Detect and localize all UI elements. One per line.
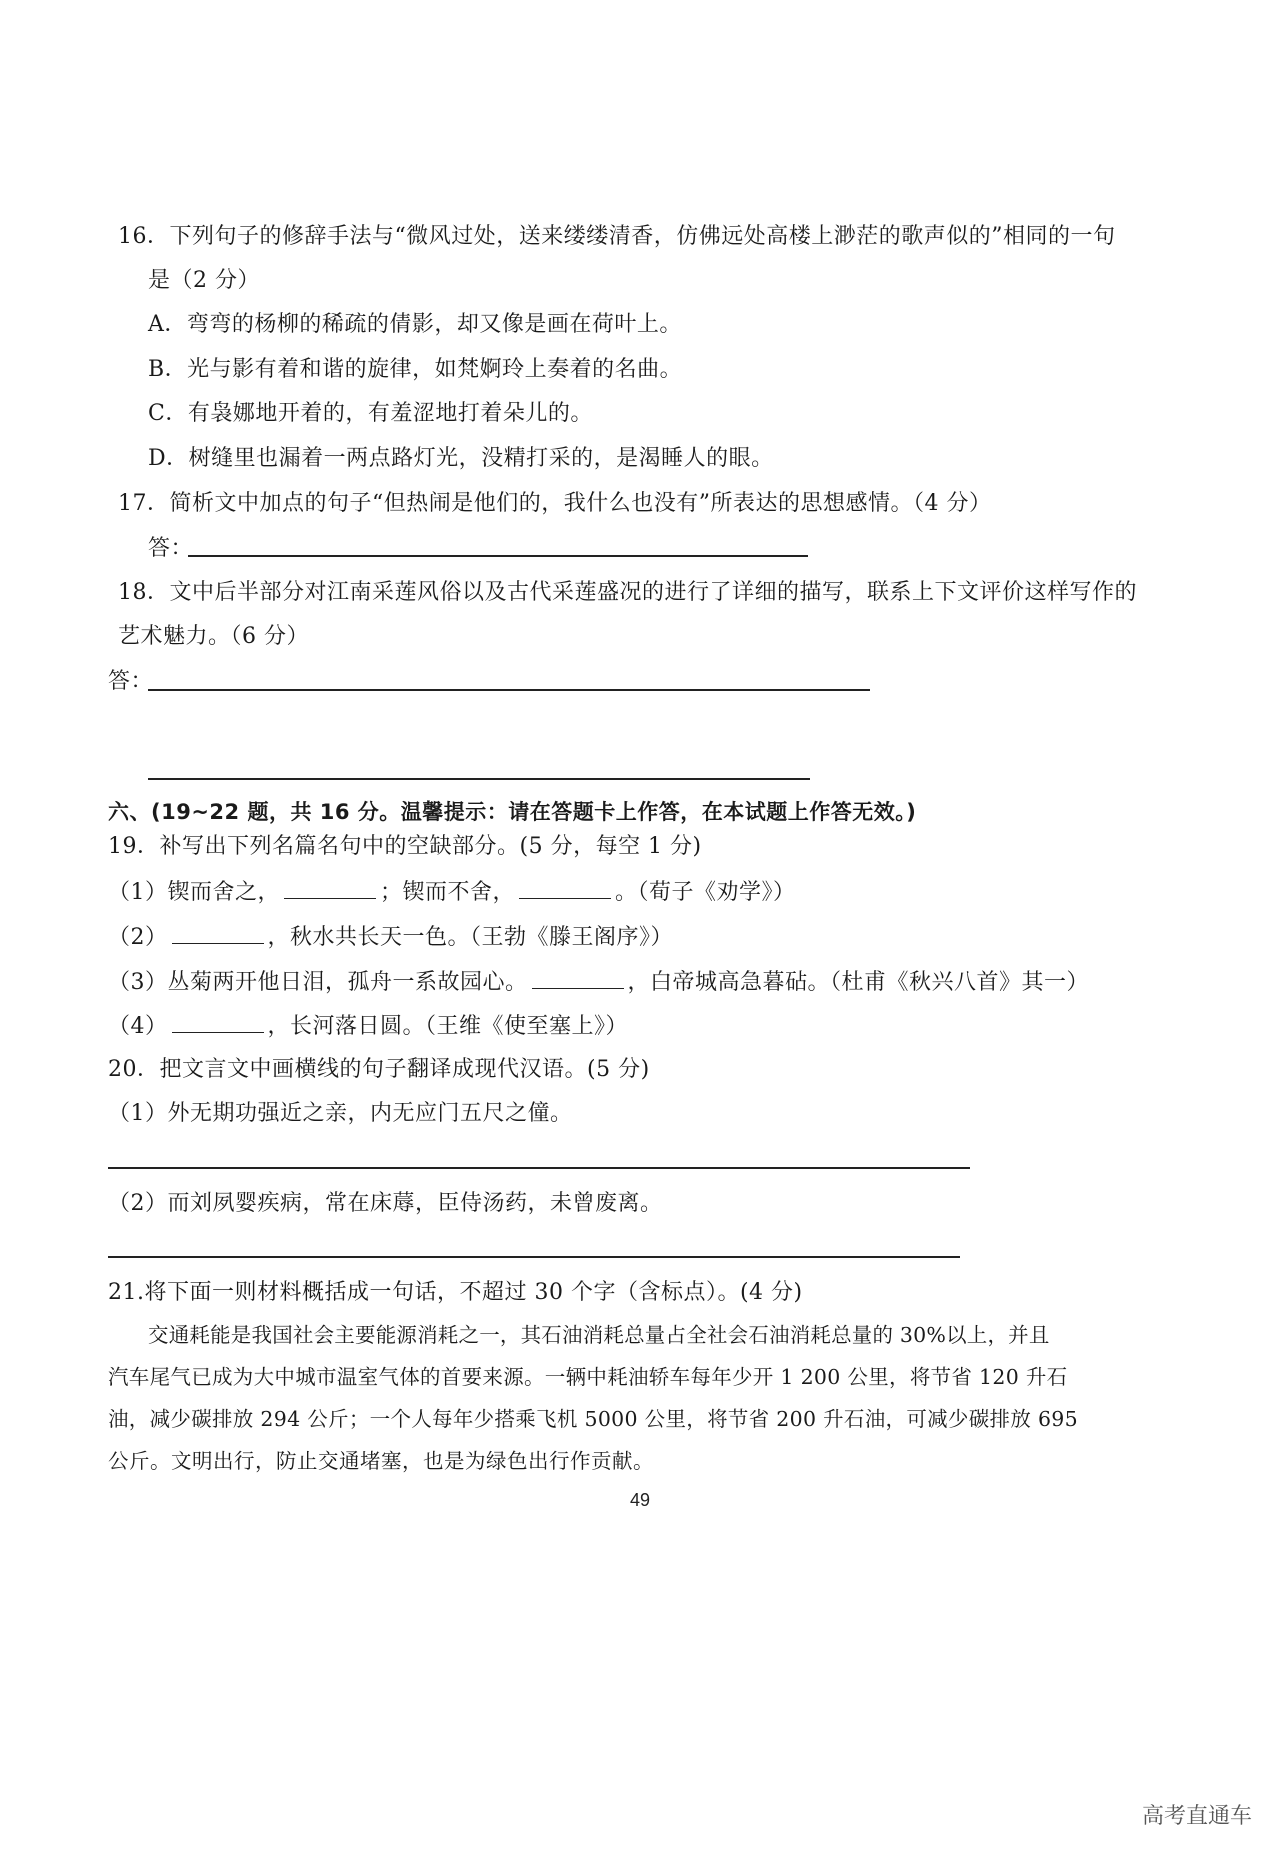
q16-option-d: D．树缝里也漏着一两点路灯光，没精打采的，是渴睡人的眼。 (148, 446, 774, 471)
q18-stem-line2: 艺术魅力。（6 分） (118, 624, 309, 649)
q19-item1-text2: ；锲而不舍， (380, 880, 516, 905)
q19-blank-3[interactable] (172, 921, 264, 944)
q19-item-4 (108, 1010, 628, 1042)
q20-stem: 20．把文言文中画横线的句子翻译成现代汉语。(5 分) (108, 1057, 650, 1082)
q19-item1-text1: （1）锲而舍之， (108, 880, 280, 905)
q18-stem-line1: 18．文中后半部分对江南采莲风俗以及古代采莲盛况的进行了详细的描写，联系上下文评价这样写作的 (118, 580, 1137, 605)
watermark-logo: 高考直通车 (1141, 1804, 1252, 1829)
q19-item-2 (108, 921, 673, 953)
q19-blank-4[interactable] (532, 966, 624, 989)
q21-material-line-4: 公斤。文明出行，防止交通堵塞，也是为绿色出行作贡献。 (108, 1449, 654, 1473)
q16-option-c: C．有袅娜地开着的，有羞涩地打着朵儿的。 (148, 401, 593, 426)
q18-answer-line-1[interactable] (148, 689, 870, 691)
q19-item4-text1: （4） (108, 1014, 168, 1039)
q17-answer-line[interactable] (188, 555, 808, 557)
q19-stem: 19．补写出下列名篇名句中的空缺部分。(5 分，每空 1 分) (108, 834, 702, 859)
q19-blank-5[interactable] (172, 1010, 264, 1033)
q20-item-1: （1）外无期功强近之亲，内无应门五尺之僮。 (108, 1101, 573, 1126)
q19-item2-text2: ，秋水共长天一色。（王勃《滕王阁序》） (267, 925, 674, 950)
q20-answer-line-1[interactable] (108, 1167, 970, 1169)
q19-item1-text3: 。（荀子《劝学》） (615, 880, 796, 905)
q19-blank-1[interactable] (284, 876, 376, 899)
q21-material-line-3: 油，减少碳排放 294 公斤；一个人每年少搭乘飞机 5000 公里，将节省 200 升石油，可减少碳排放 695 (108, 1407, 1078, 1431)
q20-answer-line-2[interactable] (108, 1256, 960, 1258)
q19-item-3 (108, 966, 1089, 998)
page-number: 49 (629, 1490, 651, 1510)
q16-stem-line2: 是（2 分） (148, 268, 260, 293)
q21-stem: 21.将下面一则材料概括成一句话，不超过 30 个字（含标点）。(4 分) (108, 1280, 803, 1305)
section6-header: 六、(19~22 题，共 16 分。温馨提示：请在答题卡上作答，在本试题上作答无效。) (108, 800, 917, 824)
q17-answer-label: 答： (148, 536, 194, 561)
q19-item3-text1: （3）丛菊两开他日泪，孤舟一系故园心。 (108, 970, 528, 995)
q21-material-line-1: 交通耗能是我国社会主要能源消耗之一，其石油消耗总量占全社会石油消耗总量的 30%以上，并且 (148, 1323, 1050, 1347)
q18-answer-label: 答： (108, 669, 154, 694)
q19-item2-text1: （2） (108, 925, 168, 950)
q19-item-1 (108, 876, 796, 908)
q16-stem-line1: 16．下列句子的修辞手法与“微风过处，送来缕缕清香，仿佛远处高楼上渺茫的歌声似的”相同的一句 (118, 224, 1116, 249)
q17-stem: 17．简析文中加点的句子“但热闹是他们的，我什么也没有”所表达的思想感情。（4 分） (118, 491, 992, 516)
q19-item3-text2: ，白帝城高急暮砧。（杜甫《秋兴八首》其一） (627, 970, 1090, 995)
q19-blank-2[interactable] (519, 876, 611, 899)
q16-option-b: B．光与影有着和谐的旋律，如梵婀玲上奏着的名曲。 (148, 357, 683, 382)
q19-item4-text2: ，长河落日圆。（王维《使至塞上》） (267, 1014, 629, 1039)
q20-item-2: （2）而刘夙婴疾病，常在床蓐，臣侍汤药，未曾废离。 (108, 1191, 663, 1216)
q18-answer-line-2[interactable] (148, 778, 810, 780)
q16-option-a: A．弯弯的杨柳的稀疏的倩影，却又像是画在荷叶上。 (148, 312, 682, 337)
q21-material-line-2: 汽车尾气已成为大中城市温室气体的首要来源。一辆中耗油轿车每年少开 1 200 公里，将节省 120 升石 (108, 1365, 1068, 1389)
